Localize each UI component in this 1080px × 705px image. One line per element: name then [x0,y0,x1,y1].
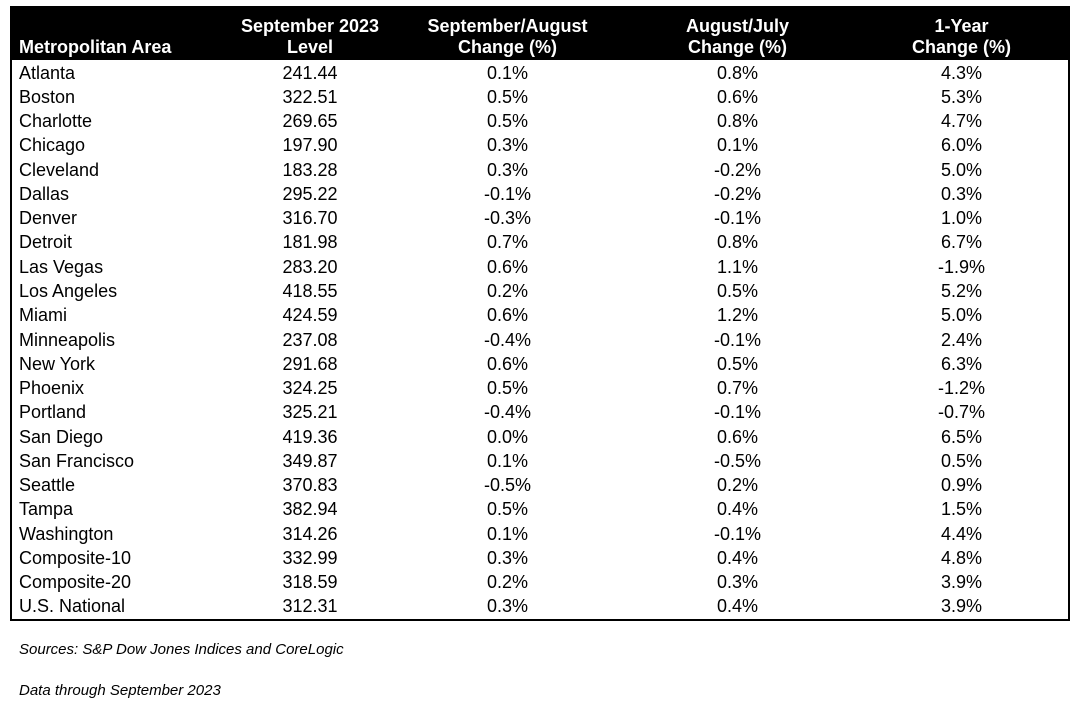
metro-area-cell: Cleveland [19,159,100,180]
sep-aug-change-cell: 0.1% [486,62,529,83]
sep-aug-change-cell: 0.5% [486,111,529,132]
sep-aug-change-cell: 0.1% [486,523,529,544]
header-sep-aug-line2: Change (%) [458,37,557,57]
aug-jul-change-cell: -0.1% [713,329,762,350]
header-sep-aug-change [395,8,620,60]
level-cell: 382.94 [282,499,338,520]
one-year-change-cell: 6.0% [940,135,983,156]
aug-jul-change-cell: 0.1% [716,135,759,156]
table-row [12,352,1068,376]
table-row [12,207,1068,231]
level-cell: 418.55 [282,281,338,302]
one-year-change-cell: 6.7% [940,232,983,253]
one-year-change-cell: 6.3% [940,353,983,374]
table-row [12,231,1068,255]
sep-aug-change-cell: 0.7% [486,232,529,253]
aug-jul-change-cell: 0.8% [716,232,759,253]
aug-jul-change-cell: 0.6% [716,86,759,107]
one-year-change-cell: 5.0% [940,305,983,326]
aug-jul-change-cell: -0.1% [713,208,762,229]
aug-jul-change-cell: 1.1% [716,256,759,277]
sep-aug-change-cell: -0.1% [483,183,532,204]
level-cell: 424.59 [282,305,338,326]
sep-aug-change-cell: -0.3% [483,208,532,229]
one-year-change-cell: 1.0% [940,208,983,229]
table-row [12,61,1068,85]
metro-area-cell: Atlanta [19,62,76,83]
one-year-change-cell: 0.3% [940,183,983,204]
sep-aug-change-cell: 0.5% [486,378,529,399]
table-row [12,522,1068,546]
one-year-change-cell: 5.3% [940,86,983,107]
table-row [12,449,1068,473]
metro-area-cell: Composite-10 [19,547,132,568]
header-1yr-change [855,8,1068,60]
sep-aug-change-cell: 0.6% [486,256,529,277]
table-row [12,328,1068,352]
metro-area-cell: Portland [19,402,87,423]
aug-jul-change-cell: 0.5% [716,353,759,374]
level-cell: 332.99 [282,547,338,568]
level-cell: 314.26 [282,523,338,544]
metro-area-cell: Phoenix [19,378,85,399]
aug-jul-change-cell: -0.2% [713,159,762,180]
sep-aug-change-cell: 0.6% [486,353,529,374]
data-through-note: Data through September 2023 [19,682,221,699]
sep-aug-change-cell: 0.2% [486,572,529,593]
metro-area-cell: Washington [19,523,114,544]
metro-area-cell: U.S. National [19,596,126,617]
aug-jul-change-cell: -0.2% [713,183,762,204]
metro-area-cell: Las Vegas [19,256,104,277]
sep-aug-change-cell: 0.2% [486,281,529,302]
table-row [12,595,1068,619]
level-cell: 322.51 [282,86,338,107]
level-cell: 283.20 [282,256,338,277]
aug-jul-change-cell: -0.1% [713,523,762,544]
aug-jul-change-cell: -0.5% [713,450,762,471]
level-cell: 419.36 [282,426,338,447]
level-cell: 370.83 [282,475,338,496]
aug-jul-change-cell: 0.4% [716,596,759,617]
aug-jul-change-cell: 0.3% [716,572,759,593]
one-year-change-cell: 0.9% [940,475,983,496]
metro-area-cell: Composite-20 [19,572,132,593]
table-header [12,8,1068,60]
table-row [12,425,1068,449]
sep-aug-change-cell: 0.5% [486,86,529,107]
one-year-change-cell: 2.4% [940,329,983,350]
aug-jul-change-cell: 0.8% [716,62,759,83]
header-sep-aug-line1: September/August [427,16,588,36]
level-cell: 318.59 [282,572,338,593]
aug-jul-change-cell: 1.2% [716,305,759,326]
metro-area-cell: Seattle [19,475,76,496]
sep-aug-change-cell: 0.6% [486,305,529,326]
one-year-change-cell: 4.7% [940,111,983,132]
header-aug-jul-line1: August/July [685,16,789,36]
metro-area-cell: Denver [19,208,78,229]
one-year-change-cell: 4.3% [940,62,983,83]
table-row [12,110,1068,134]
table-row [12,546,1068,570]
metro-area-cell: Miami [19,305,67,326]
table-row [12,571,1068,595]
aug-jul-change-cell: 0.7% [716,378,759,399]
header-level [225,8,395,60]
aug-jul-change-cell: 0.8% [716,111,759,132]
aug-jul-change-cell: 0.4% [716,499,759,520]
level-cell: 237.08 [282,329,338,350]
level-cell: 241.44 [282,62,338,83]
level-cell: 181.98 [282,232,338,253]
one-year-change-cell: 6.5% [940,426,983,447]
one-year-change-cell: 4.4% [940,523,983,544]
level-cell: 324.25 [282,378,338,399]
metro-area-cell: Tampa [19,499,74,520]
one-year-change-cell: 5.0% [940,159,983,180]
one-year-change-cell: 1.5% [940,499,983,520]
table-body [12,60,1068,619]
level-cell: 291.68 [282,353,338,374]
case-shiller-table [10,6,1070,621]
header-level-line2: Level [286,37,334,57]
table-row [12,182,1068,206]
level-cell: 316.70 [282,208,338,229]
level-cell: 295.22 [282,183,338,204]
one-year-change-cell: -1.9% [937,256,986,277]
sep-aug-change-cell: -0.5% [483,475,532,496]
table-row [12,85,1068,109]
one-year-change-cell: 0.5% [940,450,983,471]
aug-jul-change-cell: 0.2% [716,475,759,496]
level-cell: 325.21 [282,402,338,423]
aug-jul-change-cell: 0.4% [716,547,759,568]
header-aug-jul-line2: Change (%) [688,37,787,57]
sep-aug-change-cell: -0.4% [483,402,532,423]
header-metro-area [12,8,225,60]
header-1yr-line2: Change (%) [912,37,1011,57]
sep-aug-change-cell: 0.1% [486,450,529,471]
table-row [12,304,1068,328]
metro-area-cell: Dallas [19,183,70,204]
metro-area-cell: New York [19,353,96,374]
level-cell: 197.90 [282,135,338,156]
metro-area-cell: Boston [19,86,76,107]
one-year-change-cell: 3.9% [940,596,983,617]
level-cell: 312.31 [282,596,338,617]
one-year-change-cell: 4.8% [940,547,983,568]
header-aug-jul-change [620,8,855,60]
metro-area-cell: Chicago [19,135,86,156]
metro-area-cell: San Francisco [19,450,135,471]
sep-aug-change-cell: 0.3% [486,159,529,180]
aug-jul-change-cell: 0.5% [716,281,759,302]
aug-jul-change-cell: -0.1% [713,402,762,423]
sep-aug-change-cell: 0.0% [486,426,529,447]
sep-aug-change-cell: 0.3% [486,135,529,156]
sep-aug-change-cell: 0.3% [486,547,529,568]
one-year-change-cell: 5.2% [940,281,983,302]
header-level-line1: September 2023 [240,16,380,36]
one-year-change-cell: 3.9% [940,572,983,593]
metro-area-cell: San Diego [19,426,104,447]
header-1yr-line1: 1-Year [934,16,989,36]
header-metro-area-label: Metropolitan Area [19,37,172,57]
sep-aug-change-cell: 0.3% [486,596,529,617]
metro-area-cell: Detroit [19,232,73,253]
table-row [12,474,1068,498]
sep-aug-change-cell: -0.4% [483,329,532,350]
metro-area-cell: Los Angeles [19,281,118,302]
table-row [12,498,1068,522]
level-cell: 269.65 [282,111,338,132]
sources-note: Sources: S&P Dow Jones Indices and CoreLogic [19,641,344,658]
table-row [12,255,1068,279]
table-row [12,401,1068,425]
one-year-change-cell: -0.7% [937,402,986,423]
aug-jul-change-cell: 0.6% [716,426,759,447]
level-cell: 183.28 [282,159,338,180]
metro-area-cell: Minneapolis [19,329,116,350]
table-row [12,134,1068,158]
level-cell: 349.87 [282,450,338,471]
table-row [12,279,1068,303]
metro-area-cell: Charlotte [19,111,93,132]
table-row [12,158,1068,182]
table-row [12,376,1068,400]
sep-aug-change-cell: 0.5% [486,499,529,520]
one-year-change-cell: -1.2% [937,378,986,399]
